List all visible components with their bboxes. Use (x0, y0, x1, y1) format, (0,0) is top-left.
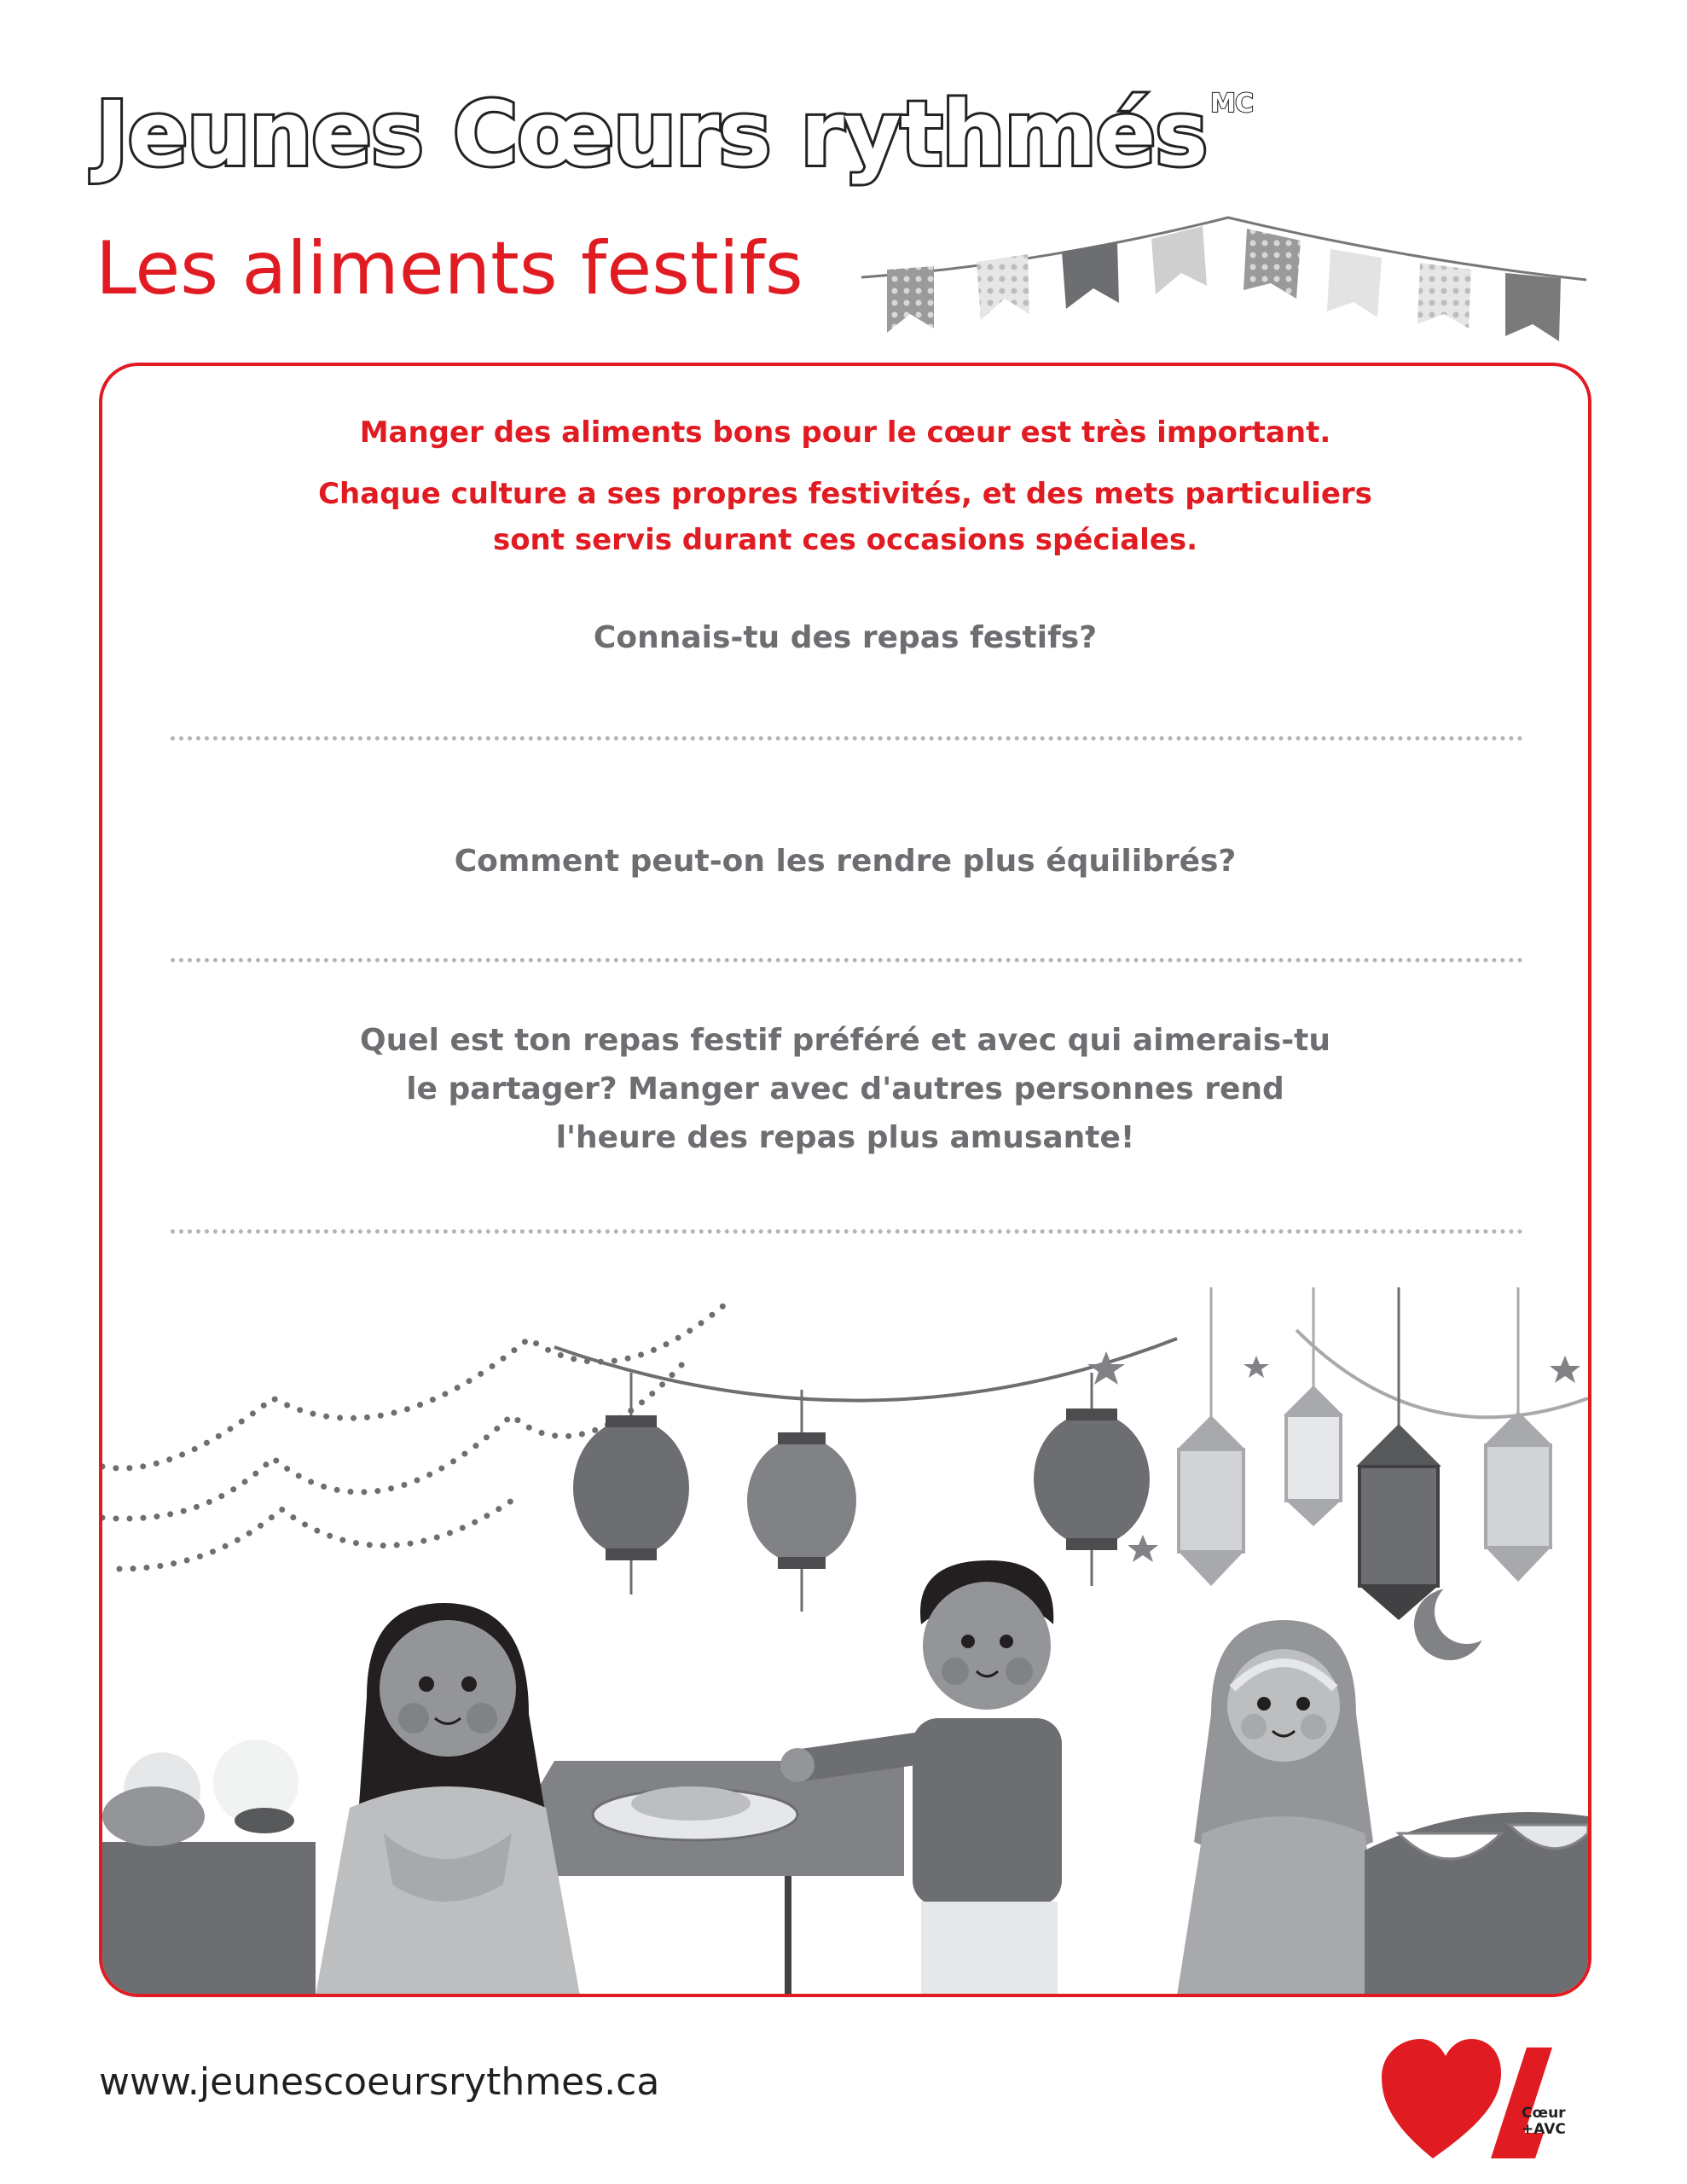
heart-icon (1382, 2039, 1501, 2158)
answer-line-2[interactable] (171, 958, 1523, 962)
woman-character (316, 1603, 580, 1995)
page-title-text: Jeunes Cœurs rythmés (96, 82, 1208, 186)
trademark-mark: MC (1210, 89, 1254, 119)
bunting-flags-illustration (853, 213, 1595, 358)
worksheet-card (99, 363, 1591, 1997)
boy-character (780, 1560, 1062, 1995)
question-3-line-3: l'heure des repas plus amusante! (555, 1120, 1135, 1155)
answer-line-3[interactable] (171, 1229, 1523, 1234)
intro-line-3: sont servis durant ces occasions spéciales. (492, 523, 1198, 557)
question-3-line-1: Quel est ton repas festif préféré et avec qui aimerais-tu (359, 1023, 1330, 1058)
heart-stroke-logo (1382, 2039, 1586, 2167)
intro-line-1: Manger des aliments bons pour le cœur est très important. (359, 415, 1331, 450)
page-title (96, 82, 1254, 186)
page-subtitle: Les aliments festifs (96, 226, 803, 311)
paper-lanterns (573, 1373, 1150, 1612)
question-3-line-2: le partager? Manger avec d'autres personnes rend (406, 1072, 1284, 1107)
answer-line-1[interactable] (171, 736, 1523, 741)
food-table-left (102, 1740, 316, 1995)
logo-label (1522, 2106, 1586, 2138)
website-link[interactable]: www.jeunescoeursrythmes.ca (99, 2060, 660, 2104)
question-2: Comment peut-on les rendre plus équilibrés? (454, 844, 1237, 879)
question-1: Connais-tu des repas festifs? (593, 620, 1098, 655)
logo-label-line-2: +AVC (1522, 2121, 1566, 2138)
food-table-right (1365, 1812, 1588, 1995)
logo-label-line-1: Cœur (1522, 2105, 1566, 2122)
festive-scene-illustration (102, 1287, 1588, 1995)
intro-line-2: Chaque culture a ses propres festivités, et des mets particuliers (318, 477, 1372, 511)
hanging-lanterns (1177, 1287, 1552, 1660)
bunting-flags (887, 226, 1561, 341)
girl-character (1177, 1620, 1390, 1995)
